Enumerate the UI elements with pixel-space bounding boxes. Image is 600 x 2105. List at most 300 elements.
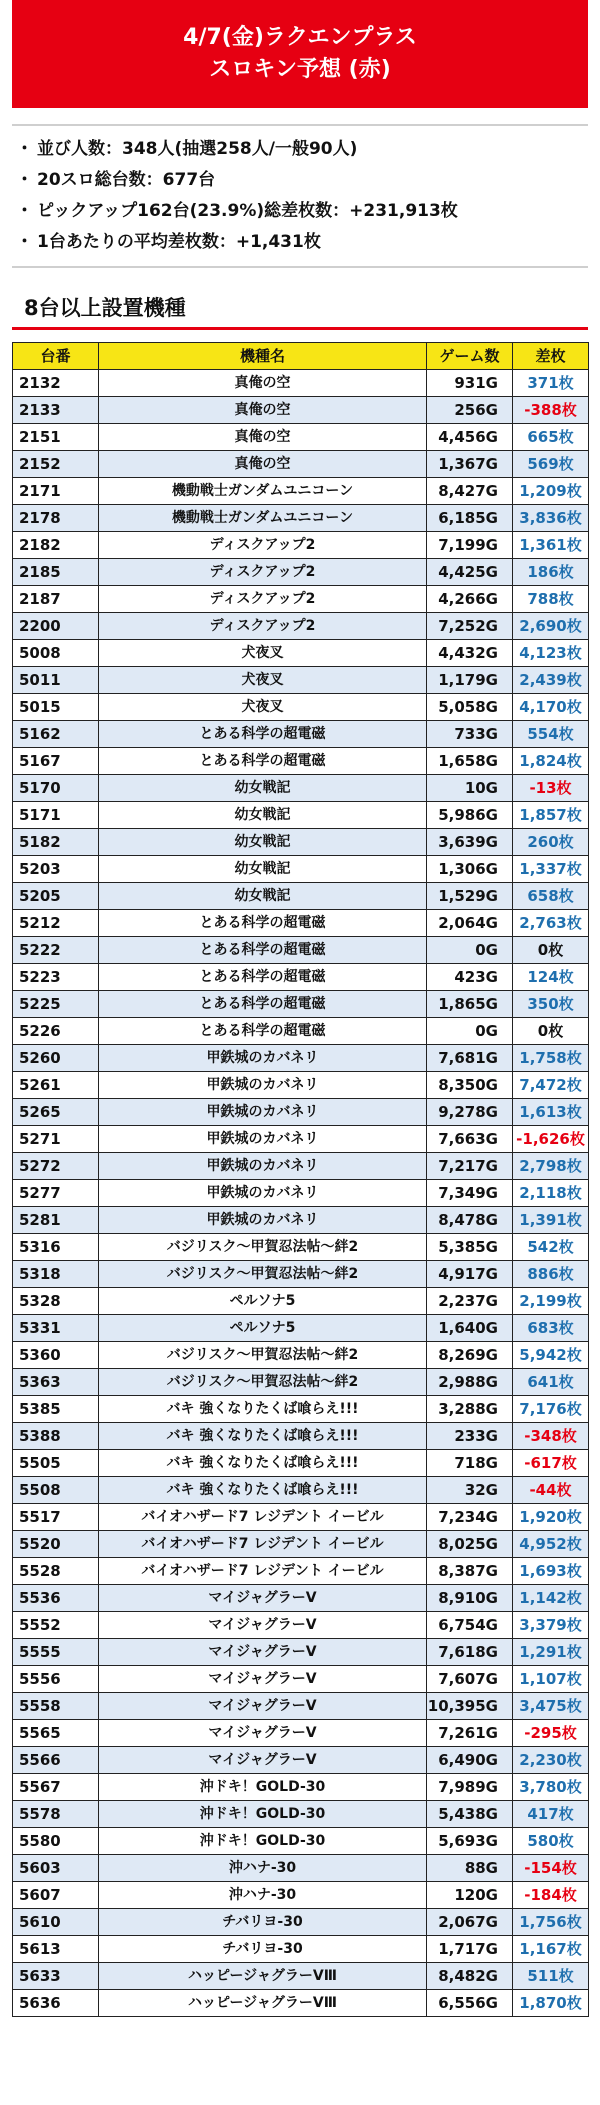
game-count-cell: 7,663G <box>427 1126 513 1153</box>
game-count-cell: 7,989G <box>427 1774 513 1801</box>
model-name-cell: ハッピージャグラーVⅢ <box>99 1963 427 1990</box>
difference-cell: -44枚 <box>513 1477 589 1504</box>
difference-cell: 542枚 <box>513 1234 589 1261</box>
game-count-cell: 1,179G <box>427 667 513 694</box>
table-row <box>13 1477 589 1504</box>
table-row <box>13 613 589 640</box>
table-row <box>13 1315 589 1342</box>
table-row <box>13 1450 589 1477</box>
game-count-cell: 733G <box>427 721 513 748</box>
model-name-cell: 犬夜叉 <box>99 694 427 721</box>
machine-number-cell: 2171 <box>13 478 99 505</box>
model-name-cell: とある科学の超電磁 <box>99 991 427 1018</box>
table-row <box>13 748 589 775</box>
game-count-cell: 4,917G <box>427 1261 513 1288</box>
model-name-cell: 真俺の空 <box>99 424 427 451</box>
model-name-cell: 沖ハナ-30 <box>99 1882 427 1909</box>
difference-cell: 1,920枚 <box>513 1504 589 1531</box>
machine-number-cell: 5328 <box>13 1288 99 1315</box>
machine-number-cell: 5556 <box>13 1666 99 1693</box>
difference-cell: 3,836枚 <box>513 505 589 532</box>
table-row <box>13 1342 589 1369</box>
machine-number-cell: 5636 <box>13 1990 99 2017</box>
difference-cell: 2,230枚 <box>513 1747 589 1774</box>
model-name-cell: マイジャグラーV <box>99 1585 427 1612</box>
table-row <box>13 1936 589 1963</box>
difference-cell: -295枚 <box>513 1720 589 1747</box>
table-row <box>13 1369 589 1396</box>
table-row <box>13 1855 589 1882</box>
game-count-cell: 5,058G <box>427 694 513 721</box>
table-row <box>13 397 589 424</box>
machine-number-cell: 5613 <box>13 1936 99 1963</box>
machine-number-cell: 5226 <box>13 1018 99 1045</box>
game-count-cell: 0G <box>427 1018 513 1045</box>
table-row <box>13 1207 589 1234</box>
model-name-cell: 沖ハナ-30 <box>99 1855 427 1882</box>
machine-number-cell: 5162 <box>13 721 99 748</box>
difference-cell: 5,942枚 <box>513 1342 589 1369</box>
game-count-cell: 6,490G <box>427 1747 513 1774</box>
title-banner <box>12 0 588 108</box>
difference-cell: 260枚 <box>513 829 589 856</box>
machine-number-cell: 5212 <box>13 910 99 937</box>
table-row <box>13 532 589 559</box>
machine-number-cell: 5580 <box>13 1828 99 1855</box>
game-count-cell: 7,261G <box>427 1720 513 1747</box>
machine-number-cell: 5271 <box>13 1126 99 1153</box>
machine-number-cell: 5015 <box>13 694 99 721</box>
difference-cell: 1,693枚 <box>513 1558 589 1585</box>
game-count-cell: 2,237G <box>427 1288 513 1315</box>
machine-number-cell: 5610 <box>13 1909 99 1936</box>
model-name-cell: 甲鉄城のカバネリ <box>99 1045 427 1072</box>
difference-cell: 124枚 <box>513 964 589 991</box>
machine-number-cell: 2200 <box>13 613 99 640</box>
machine-number-cell: 5517 <box>13 1504 99 1531</box>
difference-cell: -617枚 <box>513 1450 589 1477</box>
difference-cell: 3,780枚 <box>513 1774 589 1801</box>
section-title: 8台以上設置機種 <box>12 290 588 330</box>
machine-number-cell: 5261 <box>13 1072 99 1099</box>
machine-number-cell: 5223 <box>13 964 99 991</box>
summary-total-machines: ・ 20スロ総台数：677台 <box>16 170 216 190</box>
model-name-cell: マイジャグラーV <box>99 1666 427 1693</box>
difference-cell: 1,291枚 <box>513 1639 589 1666</box>
game-count-cell: 6,185G <box>427 505 513 532</box>
model-name-cell: バイオハザード7 レジデント イービル <box>99 1558 427 1585</box>
machine-number-cell: 5171 <box>13 802 99 829</box>
table-row <box>13 829 589 856</box>
model-name-cell: 真俺の空 <box>99 451 427 478</box>
game-count-cell: 10G <box>427 775 513 802</box>
col-header-machine-no: 台番 <box>13 343 99 370</box>
game-count-cell: 8,387G <box>427 1558 513 1585</box>
model-name-cell: バキ 強くなりたくば喰らえ!!! <box>99 1423 427 1450</box>
difference-cell: 1,870枚 <box>513 1990 589 2017</box>
model-name-cell: ディスクアップ2 <box>99 586 427 613</box>
game-count-cell: 10,395G <box>427 1693 513 1720</box>
difference-cell: 1,758枚 <box>513 1045 589 1072</box>
machine-number-cell: 5331 <box>13 1315 99 1342</box>
difference-cell: 4,952枚 <box>513 1531 589 1558</box>
model-name-cell: とある科学の超電磁 <box>99 721 427 748</box>
col-header-model-name: 機種名 <box>99 343 427 370</box>
model-name-cell: 真俺の空 <box>99 370 427 397</box>
table-row <box>13 910 589 937</box>
table-row <box>13 1990 589 2017</box>
table-row <box>13 640 589 667</box>
table-row <box>13 1639 589 1666</box>
model-name-cell: 幼女戦記 <box>99 856 427 883</box>
table-row <box>13 802 589 829</box>
model-name-cell: バジリスク～甲賀忍法帖～絆2 <box>99 1234 427 1261</box>
game-count-cell: 8,025G <box>427 1531 513 1558</box>
game-count-cell: 7,607G <box>427 1666 513 1693</box>
difference-cell: 1,857枚 <box>513 802 589 829</box>
machine-number-cell: 5272 <box>13 1153 99 1180</box>
table-row <box>13 856 589 883</box>
game-count-cell: 120G <box>427 1882 513 1909</box>
difference-cell: 2,199枚 <box>513 1288 589 1315</box>
machine-number-cell: 5520 <box>13 1531 99 1558</box>
machine-number-cell: 2133 <box>13 397 99 424</box>
machine-number-cell: 5260 <box>13 1045 99 1072</box>
table-row <box>13 667 589 694</box>
table-row <box>13 1909 589 1936</box>
machine-number-cell: 2132 <box>13 370 99 397</box>
model-name-cell: マイジャグラーV <box>99 1693 427 1720</box>
model-name-cell: マイジャグラーV <box>99 1612 427 1639</box>
model-name-cell: 機動戦士ガンダムユニコーン <box>99 478 427 505</box>
machine-number-cell: 5536 <box>13 1585 99 1612</box>
machine-number-cell: 5222 <box>13 937 99 964</box>
model-name-cell: とある科学の超電磁 <box>99 748 427 775</box>
table-row <box>13 586 589 613</box>
difference-cell: 417枚 <box>513 1801 589 1828</box>
table-row <box>13 370 589 397</box>
game-count-cell: 1,306G <box>427 856 513 883</box>
model-name-cell: ペルソナ5 <box>99 1288 427 1315</box>
game-count-cell: 2,988G <box>427 1369 513 1396</box>
difference-cell: 554枚 <box>513 721 589 748</box>
machine-number-cell: 5167 <box>13 748 99 775</box>
game-count-cell: 2,064G <box>427 910 513 937</box>
game-count-cell: 4,425G <box>427 559 513 586</box>
title-line-2: スロキン予想 (赤) <box>209 57 391 82</box>
machine-number-cell: 2152 <box>13 451 99 478</box>
difference-cell: 2,690枚 <box>513 613 589 640</box>
machine-number-cell: 5607 <box>13 1882 99 1909</box>
game-count-cell: 5,693G <box>427 1828 513 1855</box>
game-count-cell: 1,658G <box>427 748 513 775</box>
table-row <box>13 1531 589 1558</box>
table-row <box>13 991 589 1018</box>
model-name-cell: バジリスク～甲賀忍法帖～絆2 <box>99 1342 427 1369</box>
model-name-cell: マイジャグラーV <box>99 1639 427 1666</box>
game-count-cell: 256G <box>427 397 513 424</box>
game-count-cell: 1,717G <box>427 1936 513 1963</box>
model-name-cell: マイジャグラーV <box>99 1720 427 1747</box>
game-count-cell: 7,618G <box>427 1639 513 1666</box>
table-row <box>13 1261 589 1288</box>
model-name-cell: チバリヨ-30 <box>99 1909 427 1936</box>
difference-cell: 4,123枚 <box>513 640 589 667</box>
difference-cell: 1,167枚 <box>513 1936 589 1963</box>
difference-cell: 186枚 <box>513 559 589 586</box>
difference-cell: 1,613枚 <box>513 1099 589 1126</box>
game-count-cell: 32G <box>427 1477 513 1504</box>
game-count-cell: 233G <box>427 1423 513 1450</box>
model-name-cell: 甲鉄城のカバネリ <box>99 1180 427 1207</box>
model-name-cell: 甲鉄城のカバネリ <box>99 1153 427 1180</box>
difference-cell: 2,118枚 <box>513 1180 589 1207</box>
table-row <box>13 1423 589 1450</box>
table-row <box>13 1801 589 1828</box>
model-name-cell: とある科学の超電磁 <box>99 910 427 937</box>
game-count-cell: 7,234G <box>427 1504 513 1531</box>
game-count-cell: 3,288G <box>427 1396 513 1423</box>
bullet-icon: ・ <box>16 201 33 221</box>
machine-number-cell: 5225 <box>13 991 99 1018</box>
table-row <box>13 964 589 991</box>
table-row <box>13 1126 589 1153</box>
difference-cell: 0枚 <box>513 937 589 964</box>
difference-cell: -348枚 <box>513 1423 589 1450</box>
table-row <box>13 883 589 910</box>
summary-queue: ・ 並び人数：348人(抽選258人/一般90人) <box>16 139 358 159</box>
difference-cell: 7,176枚 <box>513 1396 589 1423</box>
machine-number-cell: 5182 <box>13 829 99 856</box>
model-name-cell: バキ 強くなりたくば喰らえ!!! <box>99 1477 427 1504</box>
difference-cell: 569枚 <box>513 451 589 478</box>
game-count-cell: 6,754G <box>427 1612 513 1639</box>
table-row <box>13 1558 589 1585</box>
model-name-cell: とある科学の超電磁 <box>99 1018 427 1045</box>
table-row <box>13 1153 589 1180</box>
difference-cell: -388枚 <box>513 397 589 424</box>
machine-number-cell: 5565 <box>13 1720 99 1747</box>
game-count-cell: 4,266G <box>427 586 513 613</box>
summary-box <box>12 124 588 268</box>
machine-number-cell: 5558 <box>13 1693 99 1720</box>
model-name-cell: バキ 強くなりたくば喰らえ!!! <box>99 1396 427 1423</box>
game-count-cell: 3,639G <box>427 829 513 856</box>
difference-cell: 1,361枚 <box>513 532 589 559</box>
machine-number-cell: 5385 <box>13 1396 99 1423</box>
difference-cell: 3,379枚 <box>513 1612 589 1639</box>
bullet-icon: ・ <box>16 232 33 252</box>
machine-number-cell: 5008 <box>13 640 99 667</box>
difference-cell: 1,209枚 <box>513 478 589 505</box>
table-row <box>13 559 589 586</box>
table-row <box>13 1099 589 1126</box>
game-count-cell: 6,556G <box>427 1990 513 2017</box>
summary-pickup-total: ・ ピックアップ162台(23.9%)総差枚数：+231,913枚 <box>16 201 458 221</box>
game-count-cell: 7,199G <box>427 532 513 559</box>
difference-cell: 683枚 <box>513 1315 589 1342</box>
table-row <box>13 1720 589 1747</box>
model-name-cell: ディスクアップ2 <box>99 532 427 559</box>
game-count-cell: 88G <box>427 1855 513 1882</box>
machine-number-cell: 5277 <box>13 1180 99 1207</box>
machine-number-cell: 5566 <box>13 1747 99 1774</box>
difference-cell: 4,170枚 <box>513 694 589 721</box>
machine-number-cell: 2178 <box>13 505 99 532</box>
difference-cell: 371枚 <box>513 370 589 397</box>
difference-cell: 3,475枚 <box>513 1693 589 1720</box>
game-count-cell: 1,640G <box>427 1315 513 1342</box>
difference-cell: 1,337枚 <box>513 856 589 883</box>
model-name-cell: 幼女戦記 <box>99 829 427 856</box>
model-name-cell: 犬夜叉 <box>99 640 427 667</box>
model-name-cell: マイジャグラーV <box>99 1747 427 1774</box>
game-count-cell: 9,278G <box>427 1099 513 1126</box>
difference-cell: 350枚 <box>513 991 589 1018</box>
difference-cell: 2,439枚 <box>513 667 589 694</box>
table-row <box>13 478 589 505</box>
game-count-cell: 7,252G <box>427 613 513 640</box>
game-count-cell: 8,350G <box>427 1072 513 1099</box>
game-count-cell: 5,986G <box>427 802 513 829</box>
table-row <box>13 1666 589 1693</box>
difference-cell: 1,142枚 <box>513 1585 589 1612</box>
model-name-cell: ディスクアップ2 <box>99 613 427 640</box>
model-name-cell: 機動戦士ガンダムユニコーン <box>99 505 427 532</box>
difference-cell: 788枚 <box>513 586 589 613</box>
game-count-cell: 1,367G <box>427 451 513 478</box>
machine-number-cell: 2185 <box>13 559 99 586</box>
machine-number-cell: 5360 <box>13 1342 99 1369</box>
machine-number-cell: 5316 <box>13 1234 99 1261</box>
game-count-cell: 7,349G <box>427 1180 513 1207</box>
machine-number-cell: 5203 <box>13 856 99 883</box>
machine-number-cell: 5318 <box>13 1261 99 1288</box>
difference-cell: -154枚 <box>513 1855 589 1882</box>
table-row <box>13 1612 589 1639</box>
col-header-game-count: ゲーム数 <box>427 343 513 370</box>
table-header-row <box>13 343 589 370</box>
col-header-difference: 差枚 <box>513 343 589 370</box>
difference-cell: -184枚 <box>513 1882 589 1909</box>
machine-number-cell: 5011 <box>13 667 99 694</box>
summary-average: ・ 1台あたりの平均差枚数：+1,431枚 <box>16 232 321 252</box>
difference-cell: 2,798枚 <box>513 1153 589 1180</box>
model-name-cell: とある科学の超電磁 <box>99 937 427 964</box>
machine-number-cell: 5567 <box>13 1774 99 1801</box>
model-name-cell: バイオハザード7 レジデント イービル <box>99 1531 427 1558</box>
machine-number-cell: 5170 <box>13 775 99 802</box>
game-count-cell: 931G <box>427 370 513 397</box>
table-row <box>13 1396 589 1423</box>
game-count-cell: 2,067G <box>427 1909 513 1936</box>
table-body <box>13 370 589 2017</box>
game-count-cell: 7,681G <box>427 1045 513 1072</box>
model-name-cell: ディスクアップ2 <box>99 559 427 586</box>
difference-cell: 641枚 <box>513 1369 589 1396</box>
machine-number-cell: 2187 <box>13 586 99 613</box>
game-count-cell: 8,910G <box>427 1585 513 1612</box>
machine-number-cell: 5555 <box>13 1639 99 1666</box>
difference-cell: 665枚 <box>513 424 589 451</box>
model-name-cell: 沖ドキ！GOLD-30 <box>99 1774 427 1801</box>
model-name-cell: バジリスク～甲賀忍法帖～絆2 <box>99 1261 427 1288</box>
model-name-cell: 沖ドキ！GOLD-30 <box>99 1828 427 1855</box>
model-name-cell: 沖ドキ！GOLD-30 <box>99 1801 427 1828</box>
difference-cell: 658枚 <box>513 883 589 910</box>
difference-cell: 580枚 <box>513 1828 589 1855</box>
table-row <box>13 775 589 802</box>
machine-number-cell: 5281 <box>13 1207 99 1234</box>
difference-cell: 1,391枚 <box>513 1207 589 1234</box>
machine-number-cell: 5633 <box>13 1963 99 1990</box>
game-count-cell: 8,269G <box>427 1342 513 1369</box>
title-line-1: 4/7(金)ラクエンプラス <box>183 25 417 50</box>
machine-number-cell: 5552 <box>13 1612 99 1639</box>
difference-cell: 1,824枚 <box>513 748 589 775</box>
game-count-cell: 1,529G <box>427 883 513 910</box>
machine-number-cell: 5578 <box>13 1801 99 1828</box>
table-row <box>13 721 589 748</box>
machine-number-cell: 2151 <box>13 424 99 451</box>
game-count-cell: 8,427G <box>427 478 513 505</box>
table-row <box>13 937 589 964</box>
bullet-icon: ・ <box>16 139 33 159</box>
model-name-cell: とある科学の超電磁 <box>99 964 427 991</box>
machine-number-cell: 5363 <box>13 1369 99 1396</box>
difference-cell: 0枚 <box>513 1018 589 1045</box>
machine-number-cell: 5603 <box>13 1855 99 1882</box>
model-name-cell: 幼女戦記 <box>99 802 427 829</box>
game-count-cell: 1,865G <box>427 991 513 1018</box>
difference-cell: 2,763枚 <box>513 910 589 937</box>
machine-number-cell: 5528 <box>13 1558 99 1585</box>
table-row <box>13 1828 589 1855</box>
machine-number-cell: 5505 <box>13 1450 99 1477</box>
model-name-cell: 甲鉄城のカバネリ <box>99 1099 427 1126</box>
table-row <box>13 1963 589 1990</box>
table-row <box>13 1693 589 1720</box>
model-name-cell: バキ 強くなりたくば喰らえ!!! <box>99 1450 427 1477</box>
table-row <box>13 1747 589 1774</box>
model-name-cell: 幼女戦記 <box>99 775 427 802</box>
table-row <box>13 1234 589 1261</box>
model-name-cell: ペルソナ5 <box>99 1315 427 1342</box>
machine-number-cell: 5205 <box>13 883 99 910</box>
table-row <box>13 694 589 721</box>
game-count-cell: 0G <box>427 937 513 964</box>
game-count-cell: 8,478G <box>427 1207 513 1234</box>
game-count-cell: 718G <box>427 1450 513 1477</box>
table-row <box>13 424 589 451</box>
model-name-cell: 甲鉄城のカバネリ <box>99 1207 427 1234</box>
model-name-cell: 甲鉄城のカバネリ <box>99 1072 427 1099</box>
game-count-cell: 4,456G <box>427 424 513 451</box>
machine-table <box>12 342 589 2017</box>
model-name-cell: チバリヨ-30 <box>99 1936 427 1963</box>
difference-cell: -1,626枚 <box>513 1126 589 1153</box>
difference-cell: 886枚 <box>513 1261 589 1288</box>
game-count-cell: 8,482G <box>427 1963 513 1990</box>
game-count-cell: 5,438G <box>427 1801 513 1828</box>
game-count-cell: 7,217G <box>427 1153 513 1180</box>
difference-cell: -13枚 <box>513 775 589 802</box>
game-count-cell: 4,432G <box>427 640 513 667</box>
model-name-cell: 犬夜叉 <box>99 667 427 694</box>
game-count-cell: 5,385G <box>427 1234 513 1261</box>
table-row <box>13 1882 589 1909</box>
model-name-cell: 甲鉄城のカバネリ <box>99 1126 427 1153</box>
